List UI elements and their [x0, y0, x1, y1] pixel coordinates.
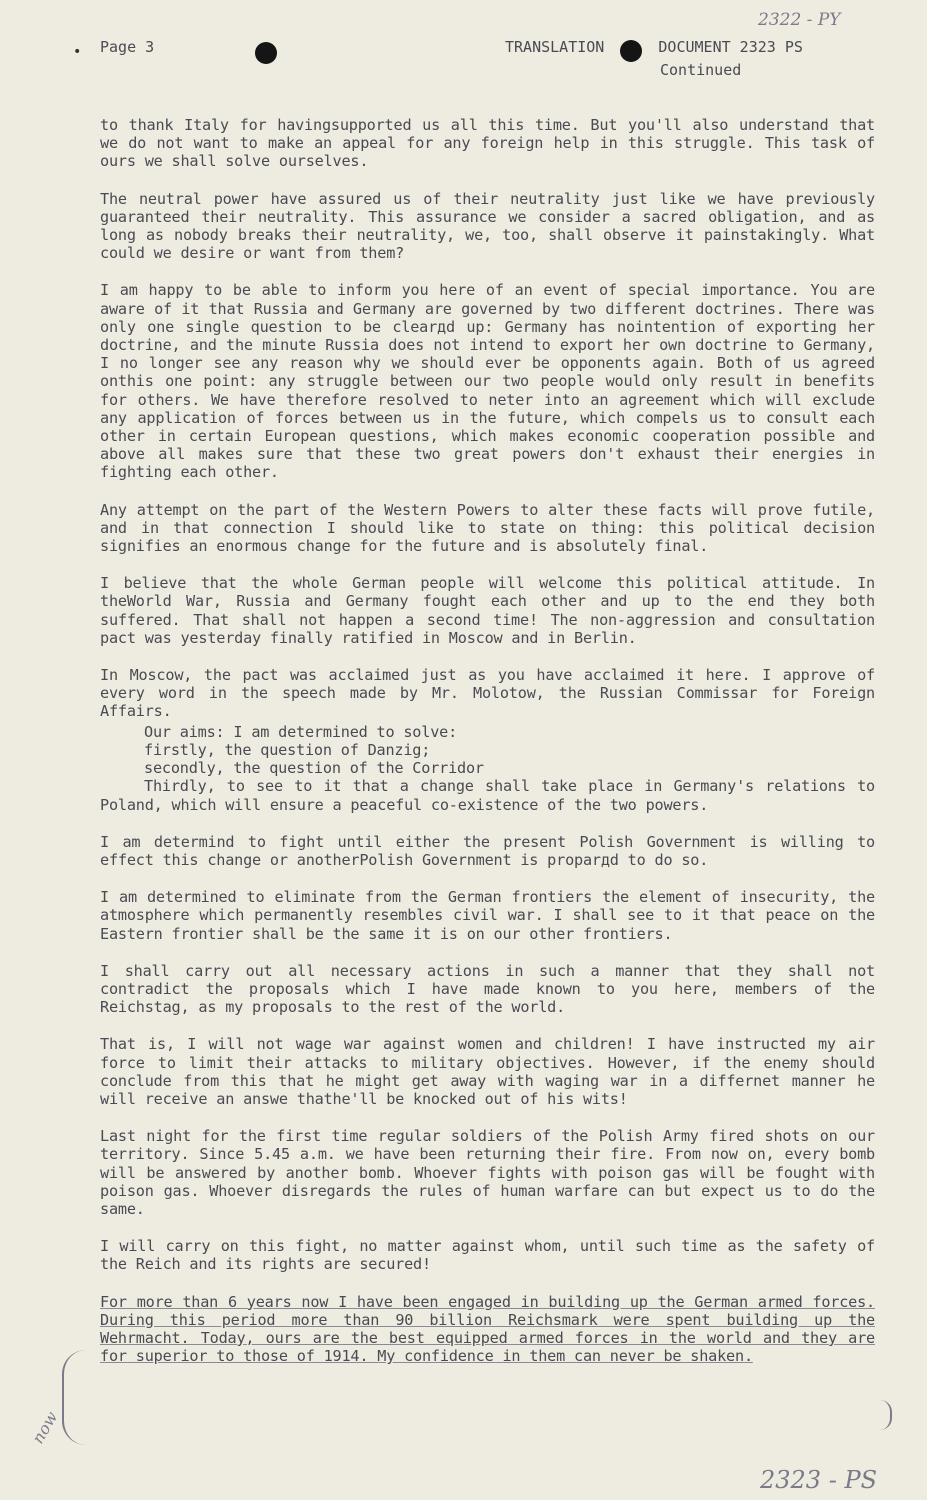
paragraph: The neutral power have assured us of their neutrality just like we have previously guaranteed their neutrality. This assurance we consider a sacred obligation, and as long as nobody breaks their neutrality, we, too, shall observe it painstakingly. What could we desire or want from them?	[100, 189, 875, 263]
stray-mark: •	[73, 44, 82, 60]
translation-label: TRANSLATION	[505, 38, 605, 56]
document-id: DOCUMENT 2323 PS	[658, 38, 803, 56]
aim-second: secondly, the question of the Corridor	[144, 759, 484, 778]
paragraph: I am determined to eliminate from the German frontiers the element of insecurity, the atmosphere which permanently resembles civil war. I shall see to it that peace on the Eastern frontier shall be the same it is on our other frontiers.	[100, 888, 875, 943]
aim-third: Thirdly, to see to it that a change shall take place in Germany's relations to Poland, which will ensure a peaceful co-existence of the two powers.	[100, 777, 875, 814]
handwritten-document-number: 2322 - PY	[758, 10, 841, 30]
final-paragraph-underlined: For more than 6 years now I have been engaged in building up the German armed forces. During this period more than 90 billion Reichsmark were spent building up the Wehrmacht. Today, ours are the best equipped armed forces in the world and they are for superior to those of 1914. My confidence in them can never be shaken.	[100, 1292, 875, 1366]
aims-list	[100, 723, 875, 814]
continued-label: Continued	[660, 61, 742, 79]
page-number: Page 3	[100, 38, 155, 56]
paragraph: I am determind to fight until either the present Polish Government is willing to effect this change or anotherPolish Government is proparдd to do so.	[100, 832, 875, 869]
handwritten-margin-note: now	[28, 1408, 62, 1447]
handwritten-footer-number: 2323 - PS	[760, 1466, 878, 1494]
paragraph: Last night for the first time regular soldiers of the Polish Army fired shots on our territory. Since 5.45 a.m. we have been returning their fire. From now on, every bomb will be answered by another bomb. Whoever fights with poison gas will be fought with poison gas. Whoever disregards the rules of human warfare can but expect us to do the same.	[100, 1127, 875, 1218]
handwritten-bracket	[62, 1350, 90, 1445]
aim-first: firstly, the question of Danzig;	[144, 740, 431, 759]
paragraph: I will carry on this fight, no matter against whom, until such time as the safety of the Reich and its rights are secured!	[100, 1237, 875, 1274]
document-body	[100, 116, 875, 1384]
aims-intro: Our aims: I am determined to solve:	[144, 722, 458, 741]
paragraph: In Moscow, the pact was acclaimed just as you have acclaimed it here. I approve of every word in the speech made by Mr. Molotow, the Russian Commissar for Foreign Affairs.	[100, 666, 875, 721]
paragraph: I am happy to be able to inform you here of an event of special importance. You are aware of it that Russia and Germany are governed by two different doctrines. There was only one single question to be clearдd up: Germany has nointention of exporting her doctrine, and the minute Russia does not intend to export her own doctrine to Germany, I no longer see any reason why we should ever be opponents again. Both of us agreed onthis one point: any struggle between our two people would only result in benefits for others. We have therefore resolved to neter into an agreement which will exclude any application of forces between us in the future, which compels us to consult each other in certain European questions, which makes economic cooperation possible and above all makes sure that these two great powers don't exhaust their energies in fighting each other.	[100, 281, 875, 482]
paragraph: to thank Italy for havingsupported us all this time. But you'll also understand that we do not want to make an appeal for any foreign help in this struggle. This task of ours we shall solve ourselves.	[100, 116, 875, 171]
document-header	[505, 38, 803, 56]
paragraph: I shall carry out all necessary actions in such a manner that they shall not contradict the proposals which I have made known to you here, members of the Reichstag, as my proposals to the rest of the world.	[100, 961, 875, 1017]
handwritten-end-bracket	[878, 1400, 892, 1430]
punch-hole	[255, 42, 277, 64]
paragraph: Any attempt on the part of the Western Powers to alter these facts will prove futile, and in that connection I should like to state on thing: this political decision signifies an enormous change for the future and is absolutely final.	[100, 500, 875, 556]
paragraph: I believe that the whole German people will welcome this political attitude. In theWorld War, Russia and Germany fought each other and up to the end they both suffered. That shall not happen a second time! The non-aggression and consultation pact was yesterday finally ratified in Moscow and in Berlin.	[100, 574, 875, 647]
paragraph: That is, I will not wage war against women and children! I have instructed my air force to limit their attacks to military objectives. However, if the enemy should conclude from this that he might get away with waging war in a differnet manner he will receive an answe thathe'll be knocked out of his wits!	[100, 1035, 875, 1108]
